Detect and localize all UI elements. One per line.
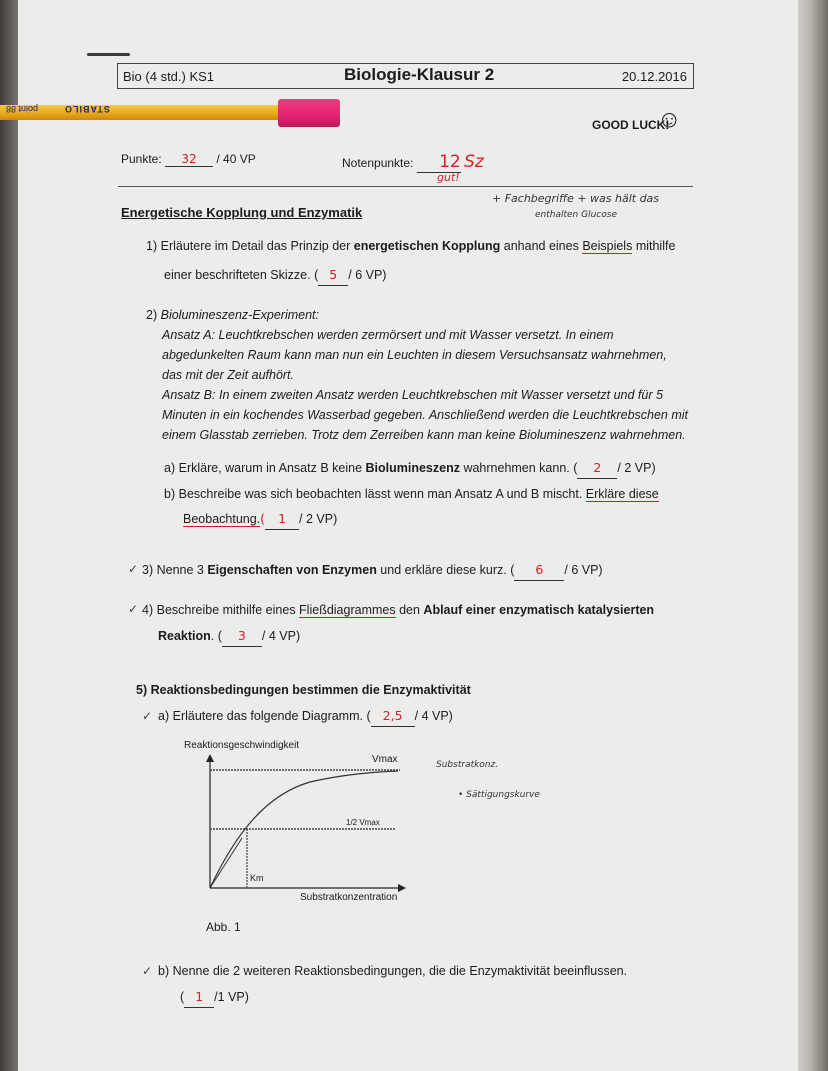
check-mark-q5b: ✓ <box>142 964 153 978</box>
q5-a-text: Erläutere das folgende Diagramm. ( <box>172 709 371 723</box>
q5-b-total: /1 VP) <box>214 990 249 1004</box>
q3-score: 6 <box>535 562 544 577</box>
q2-heading: Biolumineszenz-Experiment: <box>160 308 320 322</box>
q5-heading: Reaktionsbedingungen bestimmen die Enzymaktivität <box>150 683 471 697</box>
q2-b-text2: Erkläre diese <box>585 487 659 501</box>
diagram-caption: Abb. 1 <box>206 920 241 934</box>
q4-underlined: Fließdiagrammes <box>299 603 396 617</box>
exam-title: Biologie-Klausur 2 <box>344 65 495 84</box>
q2-ansatz-a <box>162 325 702 445</box>
punkte-value: 32 <box>181 152 197 166</box>
pen-barrel <box>0 105 290 120</box>
q4-text: Beschreibe mithilfe eines <box>156 603 300 617</box>
q2-ansatz-b-line3: einem Glasstab zerrieben. Trotz dem Zerreiben kann man keine Biolumineszenz wahrnehmen. <box>162 428 686 442</box>
check-mark-q4: ✓ <box>128 602 139 616</box>
divider <box>118 186 693 187</box>
q1-score: 5 <box>329 267 338 282</box>
q2-a-text2: wahrnehmen kann. ( <box>459 461 578 475</box>
q2-b-score: 1 <box>278 511 287 526</box>
q1-line2: einer beschrifteten Skizze. ( <box>164 268 319 282</box>
q5-b <box>158 961 718 981</box>
notenpunkte-line <box>342 152 484 173</box>
q5-b-score: 1 <box>195 989 204 1004</box>
q3-text: Nenne 3 <box>156 563 208 577</box>
exam-header <box>117 63 694 89</box>
notenpunkte-value: 12 <box>439 152 461 172</box>
ink-mark <box>87 53 130 56</box>
remark-gut: gut! <box>437 171 460 184</box>
q2-b-line2: Beobachtung.( 1 / 2 VP) <box>183 509 337 530</box>
q4-text-b: den <box>395 603 424 617</box>
q4-line2: . ( <box>210 629 222 643</box>
q2-ansatz-a-line1: Ansatz A: Leuchtkrebschen werden zermörsert und mit Wasser versetzt. In einem <box>162 328 614 342</box>
question-1-line2 <box>164 265 386 286</box>
notenpunkte-label: Notenpunkte: <box>342 156 414 170</box>
diagram-half-vmax-label: 1/2 Vmax <box>346 818 380 827</box>
punkte-total: / 40 VP <box>216 152 256 166</box>
diagram-ylabel: Reaktionsgeschwindigkeit <box>184 740 300 751</box>
q3-number: 3) <box>142 563 154 577</box>
q4-number: 4) <box>142 603 154 617</box>
slope-line <box>210 838 242 888</box>
saturation-diagram <box>180 740 420 920</box>
diagram-vmax-label: Vmax <box>372 754 398 765</box>
check-mark-q3: ✓ <box>128 562 139 576</box>
diagram-km-label: Km <box>250 873 264 883</box>
pen-brand: STABILO <box>64 104 110 114</box>
q2-a <box>164 458 656 479</box>
q1-text: Erläutere im Detail das Prinzip der <box>160 239 354 253</box>
q2-a-label: a) <box>164 461 176 475</box>
q2-b-total: / 2 VP) <box>299 512 338 526</box>
diagram-xlabel: Substratkonzentration <box>300 892 398 903</box>
q2-b <box>164 484 659 504</box>
q1-underlined: Beispiels <box>582 239 633 253</box>
punkte-line <box>121 152 256 167</box>
question-3 <box>142 560 603 581</box>
q1-bold: energetischen Kopplung <box>353 239 501 253</box>
q1-text-c: mithilfe <box>632 239 676 253</box>
question-2-heading <box>146 305 319 325</box>
question-5-heading <box>136 680 471 700</box>
question-1 <box>146 236 686 256</box>
q5-a-label: a) <box>158 709 170 723</box>
question-4-line2 <box>158 626 300 647</box>
q5-a-score: 2,5 <box>382 708 403 723</box>
q4-total: / 4 VP) <box>261 629 301 643</box>
q1-text-b: anhand eines <box>500 239 583 253</box>
q2-ansatz-b-line2: Minuten in ein kochendes Wasserbad gegeben. Anschließend werden die Leuchtkrebschen mit <box>162 408 689 422</box>
desk-left <box>0 0 18 1071</box>
q1-number: 1) <box>146 239 158 253</box>
smiley-icon: ☺ <box>657 106 682 133</box>
q5-b-text: Nenne die 2 weiteren Reaktionsbedingungen, die die Enzymaktivität beeinflussen. <box>172 964 628 978</box>
q2-ansatz-b-line1: Ansatz B: In einem zweiten Ansatz werden Leuchtkrebschen mit Wasser versetzt und für 5 <box>162 388 663 402</box>
q5-b-label: b) <box>158 964 170 978</box>
q2-b-line2-text: Beobachtung. <box>183 512 261 526</box>
section-title: Energetische Kopplung und Enzymatik <box>121 205 363 220</box>
margin-note-2: enthalten Glucose <box>535 210 617 220</box>
q2-number: 2) <box>146 308 158 322</box>
q2-ansatz-a-line3: das mit der Zeit aufhört. <box>162 368 295 382</box>
punkte-label: Punkte: <box>121 152 162 166</box>
notenpunkte-sign: Sz <box>464 152 484 172</box>
class-label: Bio (4 std.) KS1 <box>123 69 215 84</box>
paper-stack-edge <box>798 0 828 1071</box>
margin-note-3: Substratkonz. <box>436 760 499 770</box>
q2-a-bold: Biolumineszenz <box>365 461 460 475</box>
question-4 <box>142 600 702 620</box>
exam-date: 20.12.2016 <box>621 69 687 84</box>
q2-a-score: 2 <box>593 460 602 475</box>
x-axis-arrow <box>398 884 406 892</box>
q4-line2-bold: Reaktion <box>158 629 211 643</box>
q2-b-text: Beschreibe was sich beobachten lässt wenn man Ansatz A und B mischt. <box>178 487 586 501</box>
good-luck-text: GOOD LUCK! <box>592 118 670 132</box>
margin-note-1: + Fachbegriffe + was hält das <box>492 192 660 205</box>
q5-number: 5) <box>136 683 148 697</box>
marker-pen <box>0 99 340 126</box>
y-axis-arrow <box>206 754 214 762</box>
q5-a-total: / 4 VP) <box>414 709 453 723</box>
margin-note-4: • Sättigungskurve <box>458 790 540 800</box>
check-mark-q5a: ✓ <box>142 709 153 723</box>
pen-model: point 88 <box>6 104 39 114</box>
q5-a <box>158 706 453 727</box>
q2-ansatz-a-line2: abgedunkelten Raum kann man nun ein Leuchten in diesem Versuchsansatz wahrnehmen, <box>162 348 667 362</box>
q2-a-total: / 2 VP) <box>617 461 656 475</box>
q2-b-label: b) <box>164 487 176 501</box>
q1-total: / 6 VP) <box>348 268 387 282</box>
q3-text-b: und erkläre diese kurz. ( <box>376 563 515 577</box>
q5-b-line2: ( 1 /1 VP) <box>180 987 249 1008</box>
pen-cap <box>278 99 340 127</box>
q2-a-text: Erkläre, warum in Ansatz B keine <box>178 461 366 475</box>
q3-bold: Eigenschaften von Enzymen <box>207 563 377 577</box>
q4-bold: Ablauf einer enzymatisch katalysierten <box>423 603 655 617</box>
q3-total: / 6 VP) <box>564 563 603 577</box>
q4-score: 3 <box>237 628 246 643</box>
